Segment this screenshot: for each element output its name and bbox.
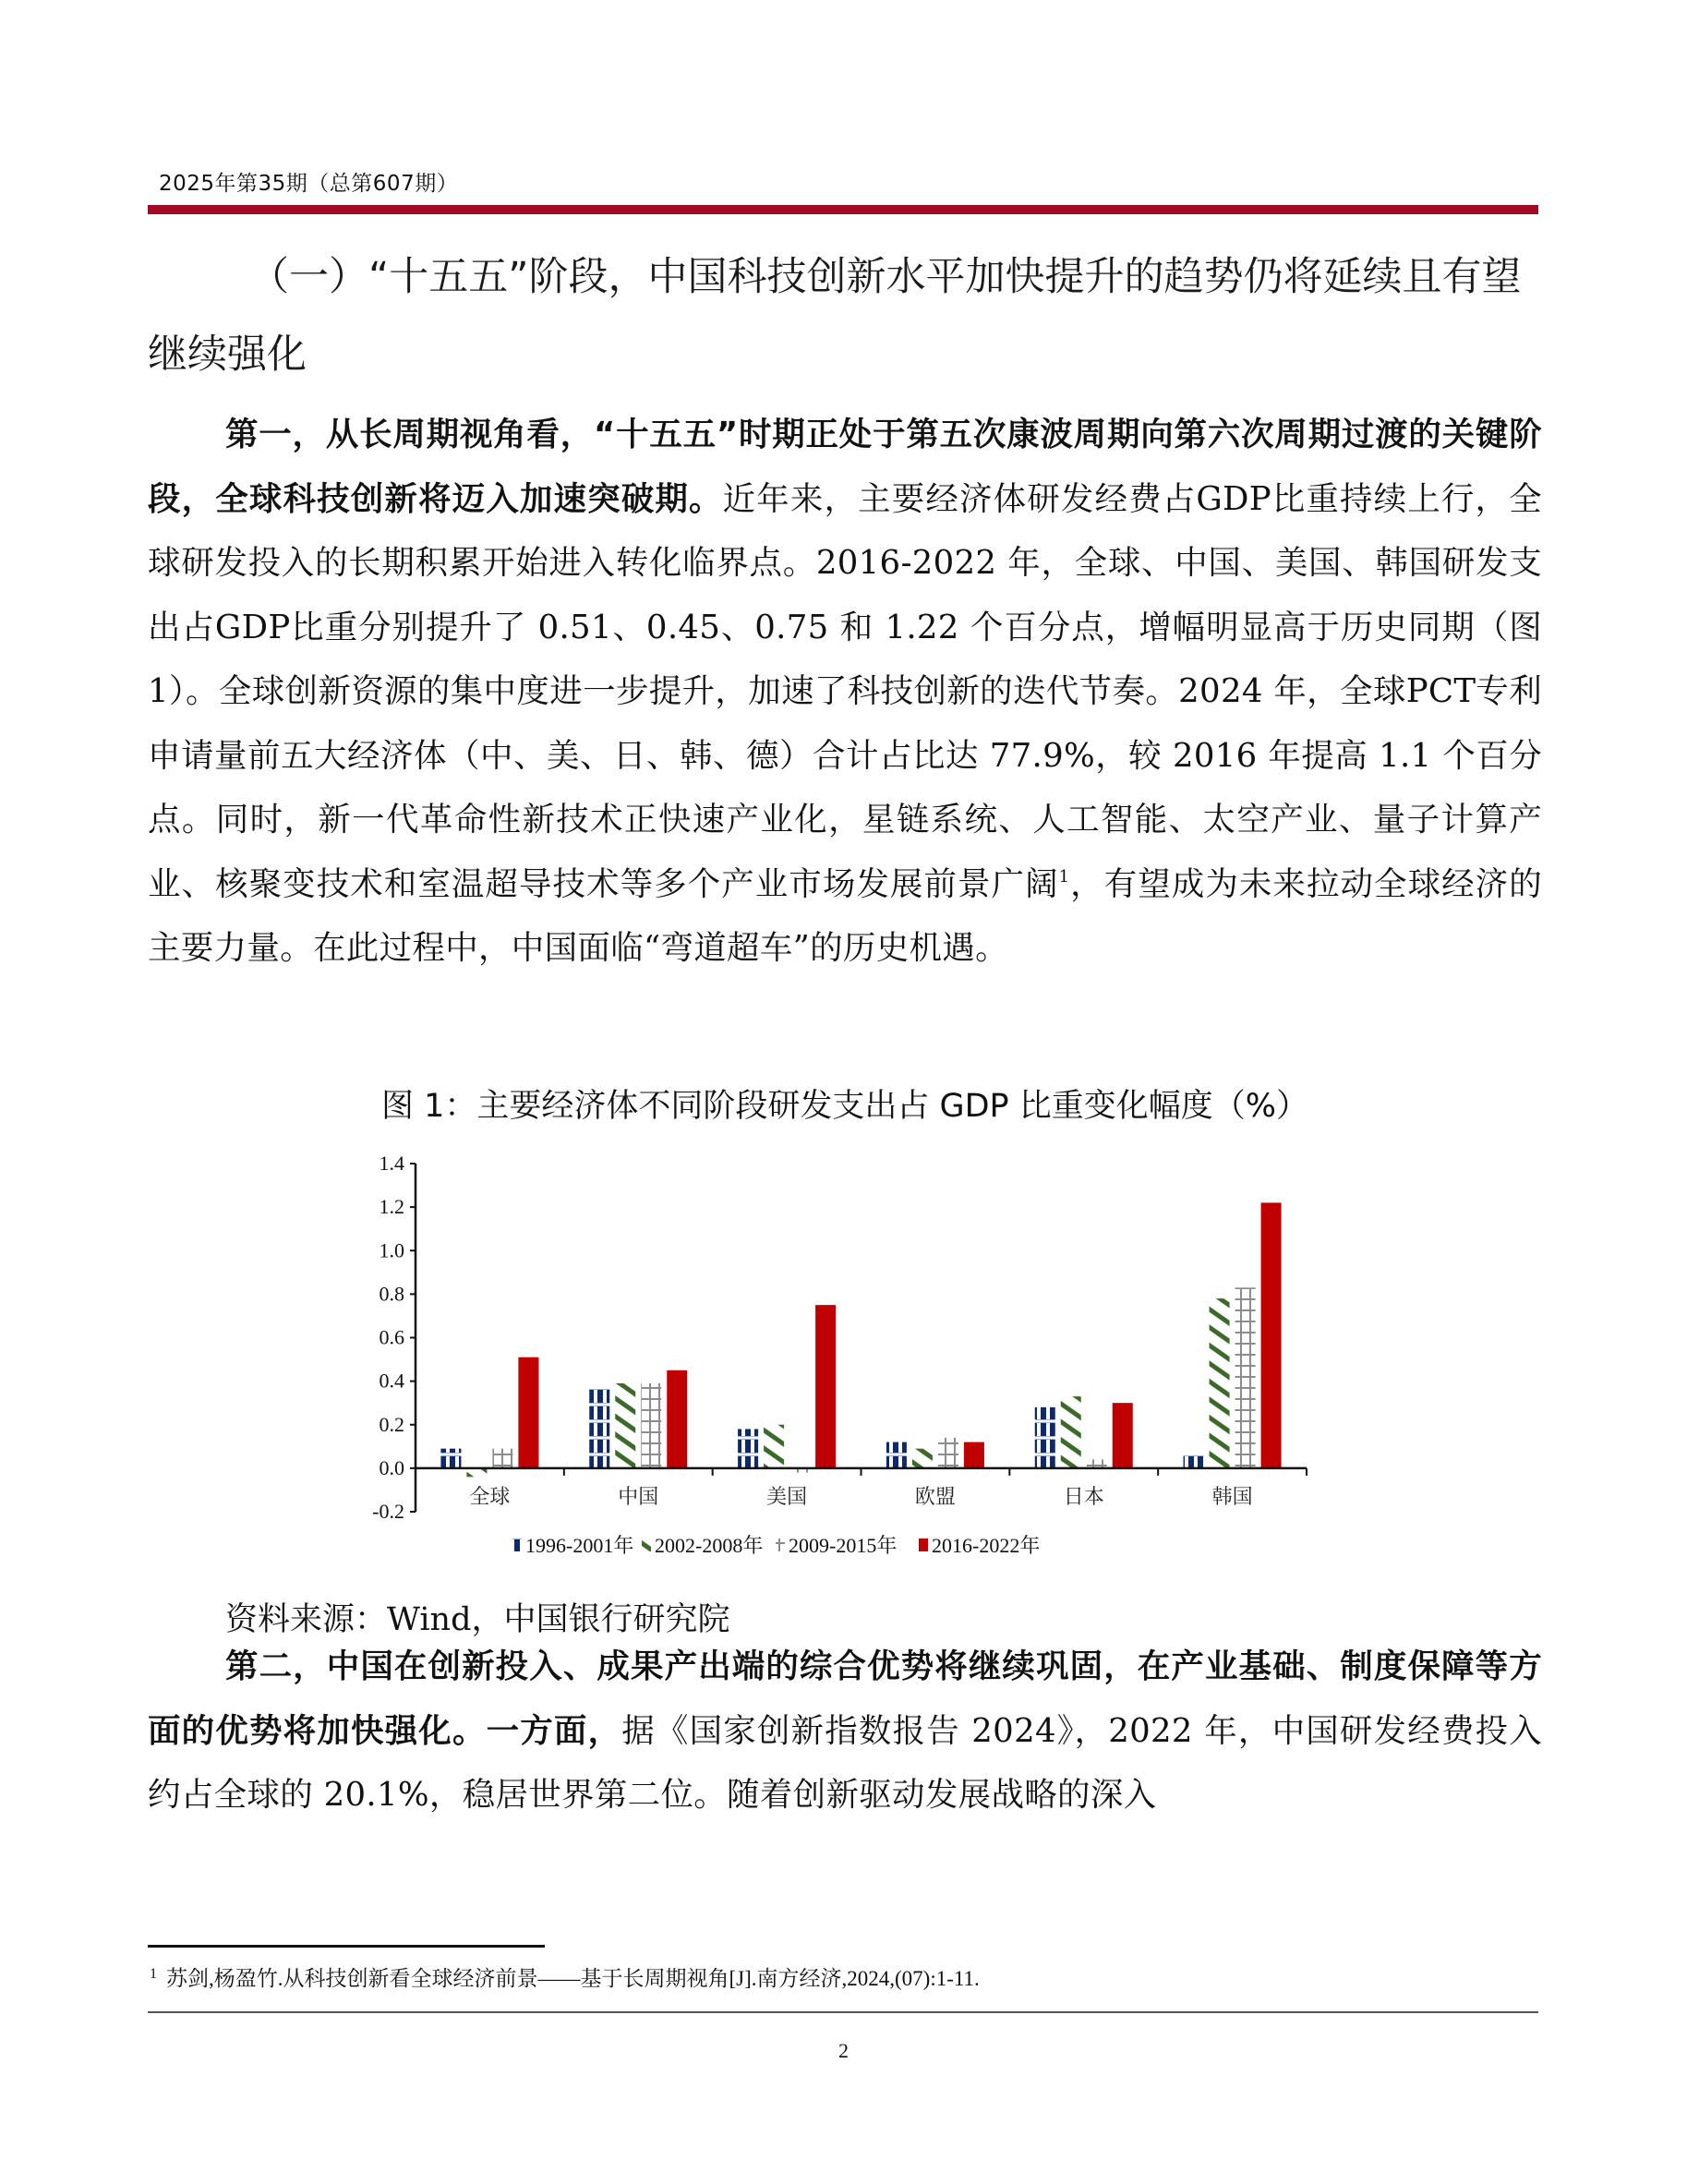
bar-4-5 [1113,1403,1133,1468]
category-label: 全球 [469,1485,511,1509]
paragraph-2-lead: 第二，中国在创新投入、成果产出端的综合优势将继续巩固，在产业基础、制度保障等方面的优势将加快强化。一方面， [148,1647,1542,1750]
bar-4-3 [815,1305,836,1468]
bar-2-3 [764,1425,784,1468]
x-axis [416,1468,1307,1509]
bar-4-1 [518,1357,538,1468]
bar-1-3 [738,1429,758,1467]
bar-3-6 [1235,1287,1256,1468]
y-tick-label: 0.0 [379,1455,404,1479]
bar-4-2 [667,1370,687,1468]
figure-title: 图 1：主要经济体不同阶段研发支出占 GDP 比重变化幅度（%） [380,1088,1309,1125]
issue-header: 2025年第35期（总第607期） [159,172,459,196]
legend-swatch-4 [919,1538,928,1551]
paragraph-1-lead: 第一，从长周期视角看，“十五五”时期正处于第五次康波周期向第六次周期过渡的关键阶段，全球科技创新将迈入加速突破期。 [148,416,1542,518]
bar-3-4 [938,1438,958,1468]
figure-source: 资料来源：Wind，中国银行研究院 [225,1601,730,1638]
footnote [150,1961,980,1992]
bar-1-5 [1035,1407,1055,1468]
legend-swatch-1 [512,1538,522,1551]
y-tick-label: 1.2 [379,1195,404,1219]
category-label: 韩国 [1211,1485,1253,1509]
bar-1-6 [1184,1455,1204,1468]
bar-1-4 [886,1442,907,1468]
bar-3-2 [641,1383,661,1468]
legend-swatch-2 [642,1538,651,1551]
y-tick-label: 1.0 [379,1238,404,1262]
bar-3-1 [492,1449,512,1468]
footnote-text: 苏剑,杨盈竹.从科技创新看全球经济前景——基于长周期视角[J].南方经济,2024,(07):1-11. [166,1967,980,1990]
bar-1-2 [589,1388,609,1468]
bar-2-2 [615,1383,635,1468]
footnote-reference[interactable]: 1 [1058,866,1070,887]
legend-label-3: 2009-2015年 [789,1534,898,1557]
legend [512,1534,1040,1557]
bar-1-1 [440,1449,461,1468]
category-label: 欧盟 [914,1485,956,1509]
legend-label-1: 1996-2001年 [525,1534,634,1557]
y-tick-label: 0.6 [379,1325,404,1349]
y-tick-label: 0.8 [379,1282,404,1306]
bar-chart [342,1150,1330,1565]
bar-3-5 [1087,1459,1107,1467]
page-number: 2 [838,2039,849,2062]
footnote-rule [148,1945,545,1948]
bar-2-6 [1210,1298,1230,1468]
header-rule [148,205,1538,214]
bar-2-1 [466,1468,487,1477]
section-heading: （一）“十五五”阶段，中国科技创新水平加快提升的趋势仍将延续且有望继续强化 [148,254,1522,378]
bottom-rule [148,2011,1538,2013]
paragraph-1 [148,403,1542,981]
legend-swatch-3 [776,1538,785,1551]
paragraph-2-body: 据《国家创新指数报告 2024》，2022 年，中国研发经费投入约占全球的 20.1%，稳居世界第二位。随着创新驱动发展战略的深入 [148,1711,1543,1814]
footnote-marker: 1 [150,1966,157,1982]
bar-2-4 [912,1449,933,1468]
bar-4-6 [1261,1202,1282,1467]
paragraph-1-body: 近年来，主要经济体研发经费占GDP比重持续上行，全球研发投入的长期积累开始进入转化临界点。2016-2022 年，全球、中国、美国、韩国研发支出占GDP比重分别提升了 0.51、0.45、0.75 和 1.22 个百分点，增幅明显高于历史同期（图 1）。全球创新资源的集中度进一步提升，加速了科技创新的迭代节奏。2024 年，全球PCT专利申请量前五大经济体（中、美、日、韩、德）合计占比达 77.9%，较 2016 年提高 1.1 个百分点。同时，新一代革命性新技术正快速产业化，星链系统、人工智能、太空产业、量子计算产业、核聚变技术和室温超导技术等多个产业市场发展前景广阔 [148,479,1542,903]
bar-2-5 [1061,1396,1081,1468]
paragraph-1-body-end: ，有望成为未来拉动全球经济的主要力量。在此过程中，中国面临“弯道超车”的历史机遇。 [148,864,1542,967]
category-label: 日本 [1063,1485,1104,1509]
bars [440,1202,1281,1477]
y-tick-label: 1.4 [379,1152,404,1175]
y-tick-label: 0.2 [379,1412,404,1436]
category-label: 中国 [618,1485,659,1509]
category-label: 美国 [766,1485,808,1509]
bar-4-4 [964,1442,984,1468]
y-axis [372,1152,416,1523]
legend-label-2: 2002-2008年 [655,1534,764,1557]
y-tick-label: 0.4 [379,1369,404,1393]
y-tick-label: -0.2 [372,1500,404,1523]
legend-label-4: 2016-2022年 [932,1534,1041,1557]
paragraph-2 [148,1635,1542,1828]
